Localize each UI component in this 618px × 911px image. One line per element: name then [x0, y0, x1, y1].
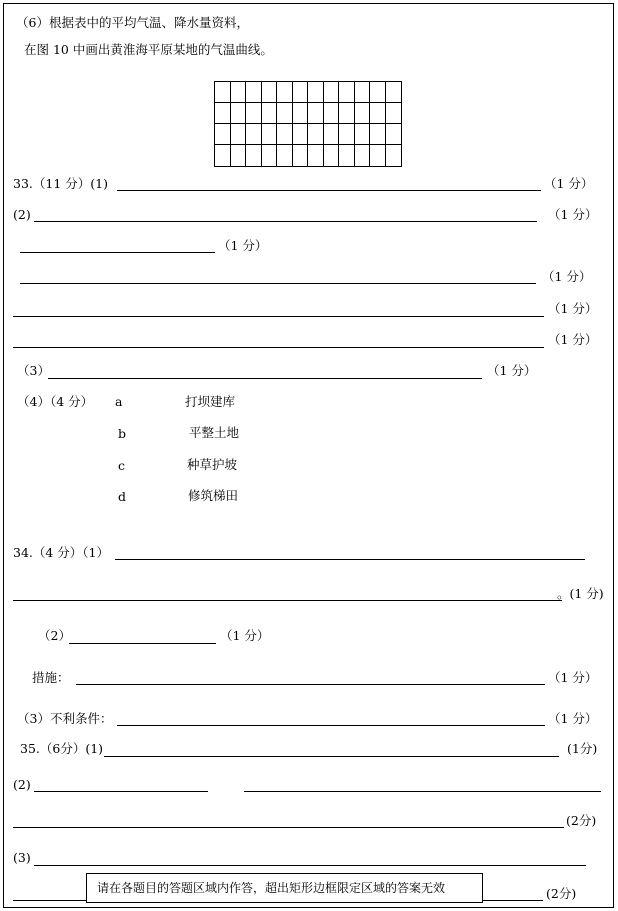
- q33-2-score-4: （1 分）: [548, 301, 598, 316]
- q33-2-score-2: （1 分）: [218, 238, 268, 253]
- answer-area-notice: 请在各题目的答题区域内作答，超出矩形边框限定区域的答案无效: [86, 873, 483, 903]
- q33-2-score-3: （1 分）: [542, 269, 592, 284]
- q33-heading: 33.（11 分）(1): [13, 176, 108, 191]
- q33-2-answer-line-3[interactable]: [20, 283, 536, 284]
- option-c-text: 种草护坡: [187, 457, 238, 472]
- q35-2-answer-line-2[interactable]: [244, 791, 601, 792]
- q35-1-score: (1分): [567, 741, 598, 756]
- q32-6-line2: 在图 10 中画出黄淮海平原某地的气温曲线。: [24, 42, 273, 57]
- q33-2-score-5: （1 分）: [548, 332, 598, 347]
- q34-2-answer-line[interactable]: [69, 643, 216, 644]
- q33-2-label: (2): [13, 207, 31, 222]
- q34-1-answer-line-2[interactable]: [13, 600, 562, 601]
- q33-2-answer-line-5[interactable]: [13, 347, 544, 348]
- q34-3-answer-line[interactable]: [117, 725, 545, 726]
- option-b-text: 平整土地: [189, 425, 240, 440]
- q34-measure-score: （1 分）: [548, 670, 598, 685]
- q34-2-score: （1 分）: [220, 628, 270, 643]
- temperature-curve-grid[interactable]: [214, 81, 402, 167]
- q33-2-answer-line-1[interactable]: [34, 221, 537, 222]
- option-a-letter: a: [115, 394, 123, 409]
- q33-3-answer-line[interactable]: [48, 378, 482, 379]
- q33-2-score-1: （1 分）: [548, 207, 598, 222]
- q35-2-answer-line-3[interactable]: [13, 827, 564, 828]
- q34-measure-answer-line[interactable]: [76, 684, 545, 685]
- q35-3-label: (3): [13, 850, 31, 865]
- q34-heading: 34.（4 分）（1）: [13, 545, 110, 560]
- q35-3-score: (2分): [546, 886, 577, 901]
- q35-2-answer-line-1[interactable]: [34, 791, 208, 792]
- option-b-letter: b: [118, 426, 127, 441]
- q34-1-score: 。(1 分): [557, 586, 604, 601]
- q35-3-answer-line-1[interactable]: [34, 865, 586, 866]
- q35-1-answer-line[interactable]: [104, 756, 559, 757]
- option-d-letter: d: [118, 489, 127, 504]
- q35-heading: 35.（6分）(1): [20, 741, 104, 756]
- q33-2-answer-line-4[interactable]: [13, 316, 544, 317]
- q34-1-answer-line-1[interactable]: [115, 559, 585, 560]
- q34-3-score: （1 分）: [548, 711, 598, 726]
- q33-4-label: （4）（4 分）: [17, 394, 94, 409]
- q33-3-score: （1 分）: [487, 363, 537, 378]
- q34-measure-label: 措施：: [32, 670, 70, 685]
- q34-3-label: （3）不利条件：: [17, 711, 113, 726]
- q34-2-label: （2）: [38, 628, 71, 643]
- option-a-text: 打坝建库: [185, 394, 236, 409]
- q33-2-answer-line-2[interactable]: [20, 252, 215, 253]
- q33-1-answer-line[interactable]: [117, 190, 541, 191]
- q32-6-line1: （6）根据表中的平均气温、降水量资料，: [16, 15, 249, 30]
- q35-2-score: (2分): [566, 813, 597, 828]
- q35-2-label: (2): [13, 777, 31, 792]
- option-d-text: 修筑梯田: [188, 488, 239, 503]
- q33-3-label: （3）: [17, 363, 50, 378]
- option-c-letter: c: [118, 458, 126, 473]
- q33-1-score: （1 分）: [544, 176, 594, 191]
